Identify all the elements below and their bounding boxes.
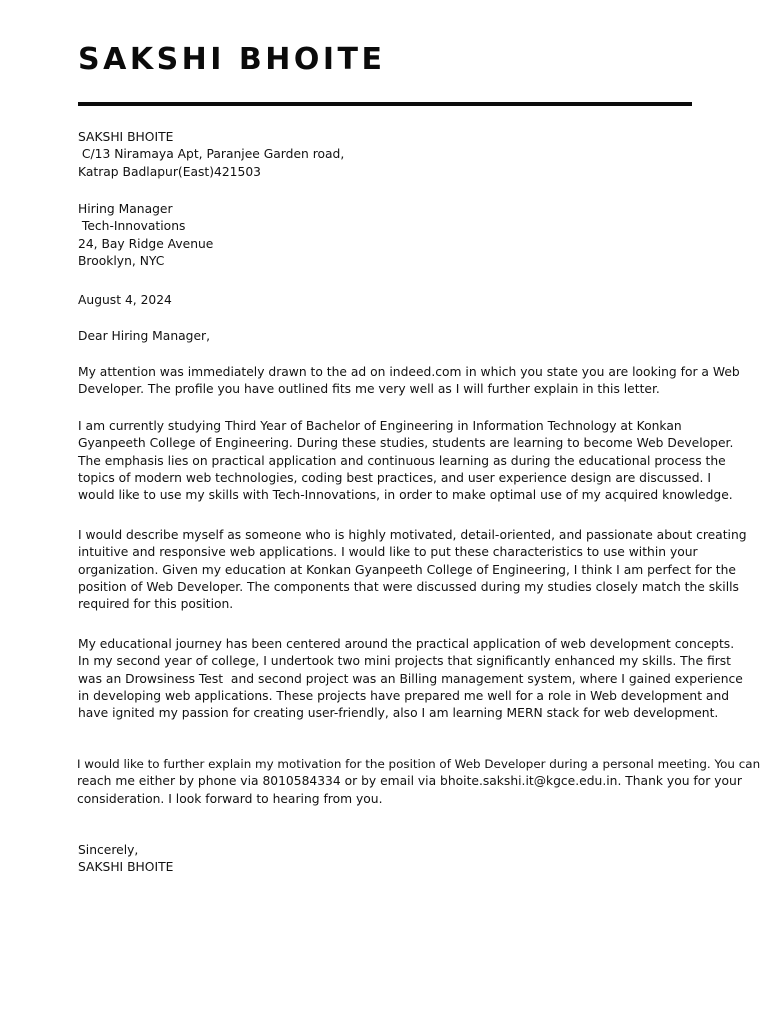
paragraph-line: Developer. The profile you have outlined fits me very well as I will further explain in this letter. xyxy=(78,382,660,397)
recipient-company: Tech-Innovations xyxy=(78,219,186,234)
recipient-title: Hiring Manager xyxy=(78,202,173,216)
paragraph-line: My educational journey has been centered around the practical application of web development concepts. xyxy=(78,637,735,651)
paragraph-3 xyxy=(78,527,747,613)
paragraph-line: I would like to further explain my motivation for the position of Web Developer during a personal meeting. You can xyxy=(77,757,761,771)
paragraph-line: position of Web Developer. The components that were discussed during my studies closely match the skills xyxy=(78,579,739,594)
paragraph-line: in developing web applications. These projects have prepared me well for a role in Web development and xyxy=(78,688,730,703)
paragraph-line: I am currently studying Third Year of Bachelor of Engineering in Information Technology at Konkan xyxy=(78,419,682,433)
sender-name: SAKSHI BHOITE xyxy=(78,130,174,144)
paragraph-line: was an Drowsiness Test and second project was an Billing management system, where I gained experience xyxy=(78,671,743,686)
paragraph-line: required for this position. xyxy=(78,597,234,612)
paragraph-4 xyxy=(78,636,743,722)
signature-name: SAKSHI BHOITE xyxy=(78,860,174,875)
paragraph-2 xyxy=(78,418,733,504)
sender-city: Katrap Badlapur(East)421503 xyxy=(78,164,261,179)
paragraph-line: I would describe myself as someone who is highly motivated, detail-oriented, and passionate about creating xyxy=(78,528,747,542)
paragraph-line: reach me either by phone via 8010584334 or by email via bhoite.sakshi.it@kgce.edu.in. Thank you for your xyxy=(77,774,742,789)
paragraph-line: In my second year of college, I undertook two mini projects that significantly enhanced my skills. The first xyxy=(78,654,731,669)
recipient-address xyxy=(78,201,213,270)
paragraph-line: have ignited my passion for creating user-friendly, also I am learning MERN stack for web development. xyxy=(78,706,719,721)
salutation xyxy=(78,328,210,345)
paragraph-line: Gyanpeeth College of Engineering. During these studies, students are learning to become Web Developer. xyxy=(78,436,734,451)
paragraph-1 xyxy=(78,364,740,399)
salutation-text: Dear Hiring Manager, xyxy=(78,329,210,343)
closing xyxy=(78,842,173,877)
paragraph-line: The emphasis lies on practical application and continuous learning as during the educational process the xyxy=(78,453,726,468)
valediction: Sincerely, xyxy=(78,843,139,857)
paragraph-line: My attention was immediately drawn to the ad on indeed.com in which you state you are looking for a Web xyxy=(78,365,740,379)
paragraph-line: organization. Given my education at Konkan Gyanpeeth College of Engineering, I think I am perfect for the xyxy=(78,562,736,577)
recipient-city: Brooklyn, NYC xyxy=(78,253,165,268)
paragraph-line: intuitive and responsive web applications. I would like to put these characteristics to use within your xyxy=(78,545,698,560)
sender-address xyxy=(78,129,344,181)
header-divider xyxy=(78,102,692,106)
paragraph-5 xyxy=(77,756,760,808)
page-title: SAKSHI BHOITE xyxy=(78,42,386,77)
letter-date xyxy=(78,292,172,309)
date-text: August 4, 2024 xyxy=(78,293,172,307)
paragraph-line: consideration. I look forward to hearing from you. xyxy=(77,791,383,806)
sender-street: C/13 Niramaya Apt, Paranjee Garden road, xyxy=(78,147,345,162)
paragraph-line: would like to use my skills with Tech-Innovations, in order to make optimal use of my acquired knowledge. xyxy=(78,488,733,503)
paragraph-line: topics of modern web technologies, coding best practices, and user experience design are discussed. I xyxy=(78,470,711,485)
recipient-street: 24, Bay Ridge Avenue xyxy=(78,236,214,251)
